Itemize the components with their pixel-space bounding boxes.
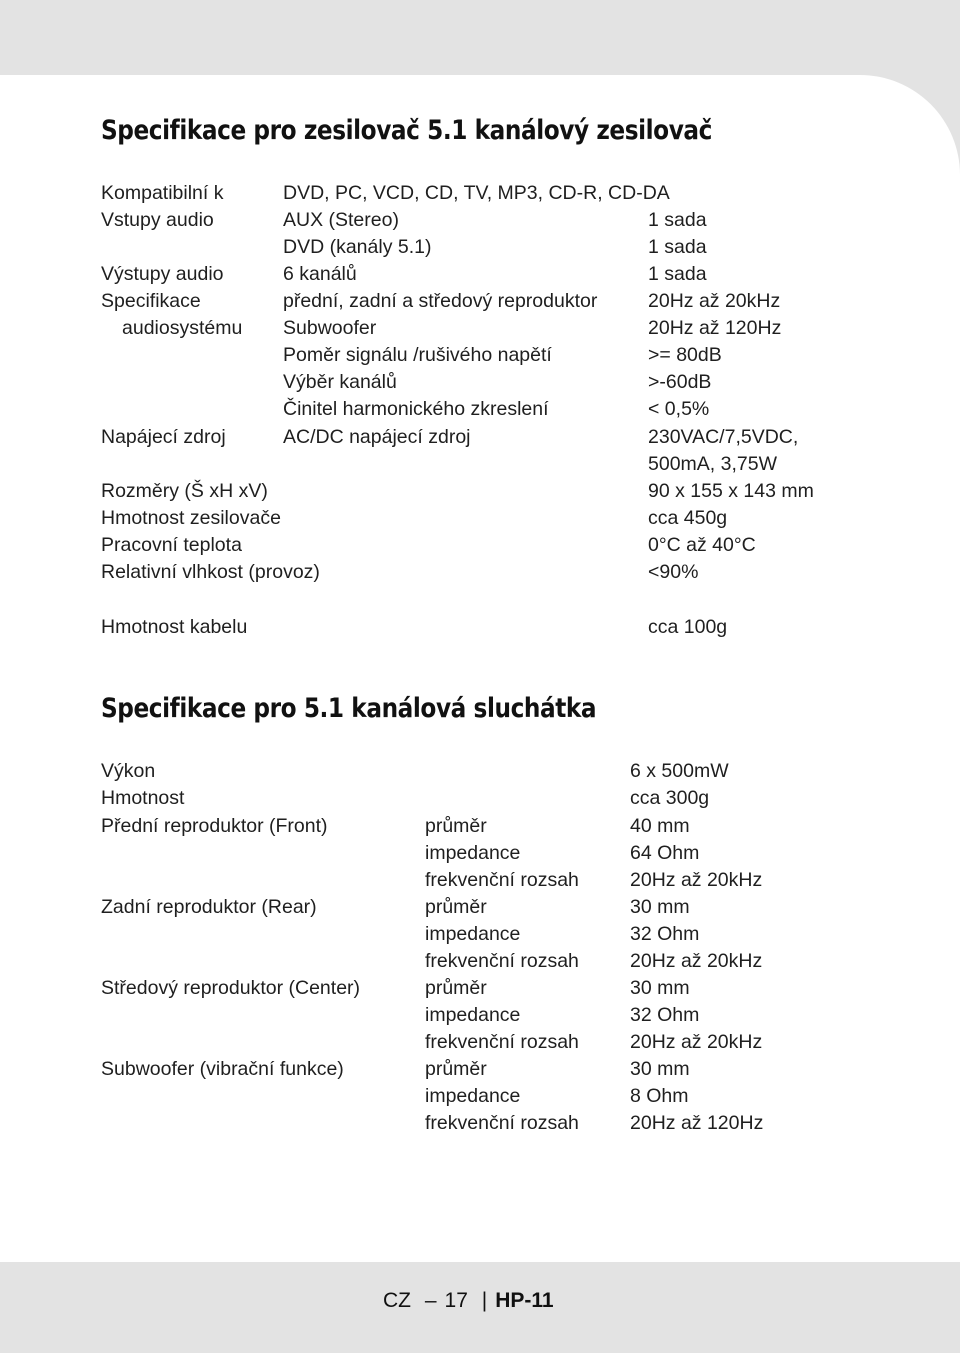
spec-item: impedance	[425, 842, 521, 864]
spec-value: >= 80dB	[648, 344, 722, 366]
spec-label: Specifikace	[101, 290, 201, 312]
spec-label: Zadní reproduktor (Rear)	[101, 896, 317, 918]
spec-item: 6 kanálů	[283, 263, 357, 285]
spec-item: DVD (kanály 5.1)	[283, 236, 432, 258]
spec-value: 64 Ohm	[630, 842, 700, 864]
footer-dash: –	[424, 1289, 437, 1312]
spec-label: Relativní vlhkost (provoz)	[101, 561, 320, 583]
spec-value: 32 Ohm	[630, 923, 700, 945]
spec-value: 90 x 155 x 143 mm	[648, 480, 814, 502]
footer-separator: |	[481, 1289, 488, 1312]
spec-value: 6 x 500mW	[630, 760, 729, 782]
spec-item: Výběr kanálů	[283, 371, 397, 393]
spec-item: Subwoofer	[283, 317, 377, 339]
spec-value: 8 Ohm	[630, 1085, 689, 1107]
spec-item: AUX (Stereo)	[283, 209, 399, 231]
spec-value: 20Hz až 20kHz	[630, 869, 763, 891]
spec-value: 20Hz až 20kHz	[630, 1031, 763, 1053]
spec-value: cca 450g	[648, 507, 728, 529]
spec-value: 30 mm	[630, 1058, 690, 1080]
spec-item: impedance	[425, 1004, 521, 1026]
spec-value: 1 sada	[648, 263, 707, 285]
page-number: 17	[444, 1289, 468, 1312]
spec-value: cca 100g	[648, 616, 728, 638]
spec-item: průměr	[425, 896, 487, 918]
spec-label: Přední reproduktor (Front)	[101, 815, 328, 837]
headphones-spec-heading: Specifikace pro 5.1 kanálová sluchátka	[101, 693, 597, 724]
spec-item: frekvenční rozsah	[425, 869, 579, 891]
spec-value: 20Hz až 20kHz	[648, 290, 781, 312]
spec-label: Hmotnost kabelu	[101, 616, 248, 638]
spec-value: 1 sada	[648, 236, 707, 258]
spec-value: 0°C až 40°C	[648, 534, 756, 556]
spec-item: průměr	[425, 1058, 487, 1080]
model-name: HP-11	[495, 1289, 554, 1312]
spec-item: AC/DC napájecí zdroj	[283, 426, 471, 448]
spec-label: Výkon	[101, 760, 156, 782]
spec-item: frekvenční rozsah	[425, 950, 579, 972]
spec-label: Středový reproduktor (Center)	[101, 977, 361, 999]
spec-label: audiosystému	[122, 317, 243, 339]
spec-value: 40 mm	[630, 815, 690, 837]
spec-value: 20Hz až 20kHz	[630, 950, 763, 972]
spec-value: 500mA, 3,75W	[648, 453, 777, 475]
spec-item: Činitel harmonického zkreslení	[283, 398, 549, 420]
spec-value: 32 Ohm	[630, 1004, 700, 1026]
spec-value: >-60dB	[648, 371, 712, 393]
spec-label: Napájecí zdroj	[101, 426, 226, 448]
spec-label: Rozměry (Š xH xV)	[101, 480, 268, 502]
spec-value: 1 sada	[648, 209, 707, 231]
amplifier-spec-heading: Specifikace pro zesilovač 5.1 kanálový zesilovač	[101, 115, 712, 146]
spec-label: Pracovní teplota	[101, 534, 242, 556]
spec-item: impedance	[425, 1085, 521, 1107]
spec-value: < 0,5%	[648, 398, 710, 420]
spec-value: 30 mm	[630, 977, 690, 999]
spec-value: <90%	[648, 561, 699, 583]
spec-item: frekvenční rozsah	[425, 1031, 579, 1053]
spec-item: průměr	[425, 815, 487, 837]
spec-label: Vstupy audio	[101, 209, 214, 231]
spec-item: frekvenční rozsah	[425, 1112, 579, 1134]
spec-label: Kompatibilní k	[101, 182, 224, 204]
spec-item: impedance	[425, 923, 521, 945]
spec-value: 30 mm	[630, 896, 690, 918]
document-page	[0, 75, 960, 1262]
spec-label: Subwoofer (vibrační funkce)	[101, 1058, 344, 1080]
spec-value: cca 300g	[630, 787, 710, 809]
spec-item: Poměr signálu /rušivého napětí	[283, 344, 552, 366]
page-footer	[383, 1289, 554, 1313]
spec-value: 230VAC/7,5VDC,	[648, 426, 799, 448]
spec-item: průměr	[425, 977, 487, 999]
spec-value: 20Hz až 120Hz	[648, 317, 782, 339]
spec-label: Hmotnost	[101, 787, 185, 809]
spec-value: 20Hz až 120Hz	[630, 1112, 764, 1134]
spec-item: DVD, PC, VCD, CD, TV, MP3, CD-R, CD-DA	[283, 182, 670, 204]
footer-language: CZ	[383, 1289, 411, 1312]
spec-label: Výstupy audio	[101, 263, 224, 285]
spec-label: Hmotnost zesilovače	[101, 507, 281, 529]
spec-item: přední, zadní a středový reproduktor	[283, 290, 598, 312]
